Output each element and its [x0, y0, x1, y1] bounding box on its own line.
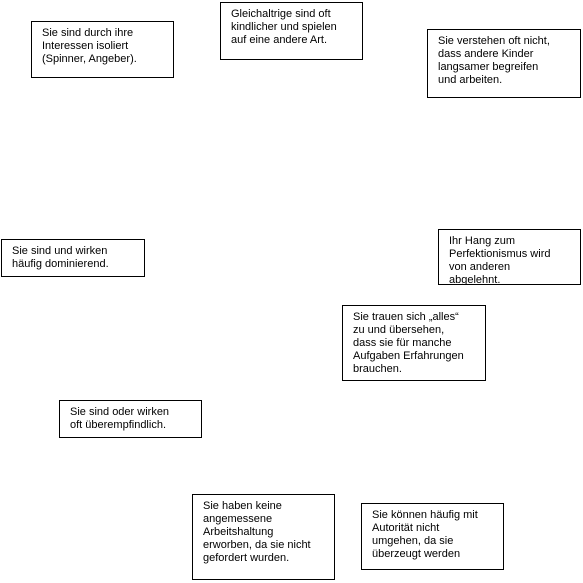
text-box-label: Sie sind oder wirken oft überempfindlich. [70, 406, 170, 431]
text-box-perfectionism [438, 229, 581, 285]
text-box-overconfidence [342, 305, 486, 381]
text-box-label: Gleichaltrige sind oft kindlicher und spielen auf eine andere Art. [231, 8, 337, 46]
text-box-oversensitive [59, 400, 202, 438]
text-box-work-attitude [192, 494, 335, 580]
text-box-label: Sie trauen sich „alles“ zu und übersehen, dass sie für manche Aufgaben Erfahrungen brauchen. [353, 311, 464, 375]
text-box-label: Sie sind durch ihre Interessen isoliert (Spinner, Angeber). [42, 27, 137, 65]
text-box-understanding-others [427, 29, 581, 98]
text-box-authority [361, 503, 504, 570]
text-box-dominant [1, 239, 145, 277]
text-box-peers-childlike [220, 2, 363, 60]
text-box-label: Sie verstehen oft nicht, dass andere Kinder langsamer begreifen und arbeiten. [438, 35, 550, 86]
text-box-label: Sie sind und wirken häufig dominierend. [12, 245, 109, 270]
text-box-isolated-interests [31, 21, 174, 78]
text-box-label: Ihr Hang zum Perfektionismus wird von anderen abgelehnt. [449, 235, 551, 285]
text-box-label: Sie haben keine angemessene Arbeitshaltung erworben, da sie nicht gefordert wurden. [203, 500, 311, 564]
text-box-label: Sie können häufig mit Autorität nicht umgehen, da sie überzeugt werden [372, 509, 478, 560]
